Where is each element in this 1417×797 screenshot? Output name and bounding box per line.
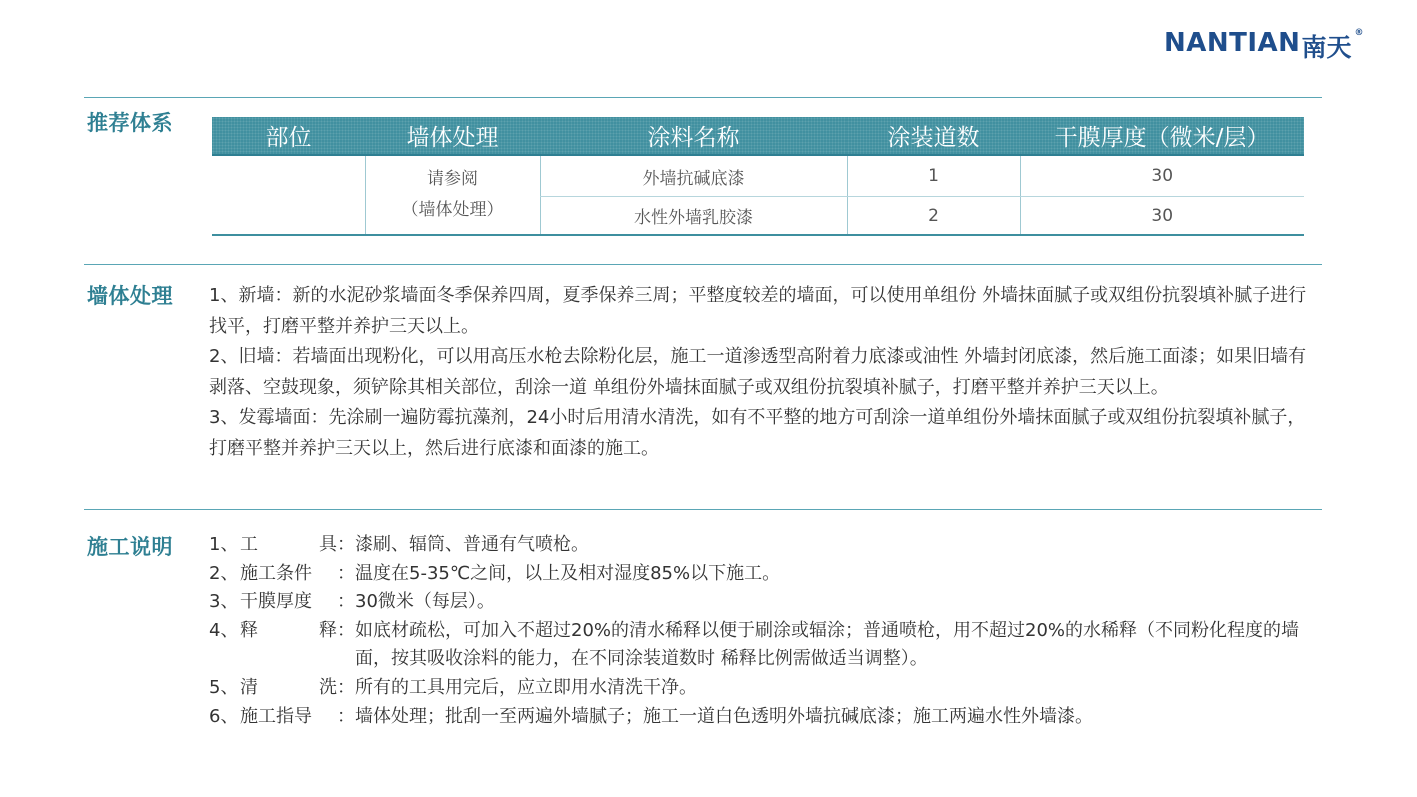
table-header-cell: 部位 [212,117,365,155]
logo-text-en: NANTIAN [1164,28,1301,58]
item-label [240,588,337,617]
item-body: 所有的工具用完后，应立即用水清洗干净。 [355,676,697,698]
section-title-system: 推荐体系 [87,111,173,135]
table-header-cell: 干膜厚度（微米/层） [1020,117,1304,155]
item-label [240,703,337,732]
section-title-construction: 施工说明 [87,535,173,559]
wall-treatment-line: （墙体处理） [401,200,504,220]
table-row [212,155,1304,197]
table-header-row [212,117,1304,155]
divider-bottom [84,509,1322,510]
list-item [209,588,1319,617]
item-number: 6、 [209,705,239,727]
item-body: 如底材疏松，可加入不超过20%的清水稀释以便于刷涂或辐涂；普通喷枪，用不超过20%的水稀释（不同粉化程度的墙面，按其吸收涂料的能力，在不同涂装道数时 稀释比例需做适当调整）。 [355,619,1300,670]
item-label-part: 施工指导 [240,705,312,727]
wall-treatment-line: 请参阅 [427,169,478,189]
item-body: 墙体处理；批刮一至两遍外墙腻子；施工一道白色透明外墙抗碱底漆；施工两遍水性外墙漆。 [355,705,1093,727]
item-number: 1、 [209,534,239,555]
brand-logo [1164,28,1363,64]
coating-system-table [212,117,1304,236]
item-body: 漆刷、辐筒、普通有气喷枪。 [355,534,589,555]
item-number: 2、 [209,562,239,584]
item-label-part: 清 [240,676,258,698]
registered-mark: ® [1354,28,1364,38]
item-label-part: 干膜厚度 [240,591,312,613]
item-label-part: 释 [319,619,337,641]
list-item [209,617,1319,674]
divider-top [84,97,1322,98]
wall-paragraph: 2、旧墙：若墙面出现粉化，可以用高压水枪去除粉化层，施工一道渗透型高附着力底漆或油性 外墙封闭底漆，然后施工面漆；如果旧墙有剥落、空鼓现象，须铲除其相关部位，刮涂一道 单组份外墙抹面腻子或双组份抗裂填补腻子，打磨平整并养护三天以上。 [209,346,1307,398]
item-body: 30微米（每层）。 [355,591,495,613]
item-label-part: 施工条件 [240,562,312,584]
item-colon: ： [337,676,355,698]
thickness-cell: 30 [1020,155,1304,197]
item-body: 温度在5-35℃之间，以上及相对湿度85%以下施工。 [355,562,781,584]
list-item [209,560,1319,589]
item-colon: ： [337,534,355,555]
table-header-cell: 墙体处理 [365,117,540,155]
wall-paragraph: 1、新墙：新的水泥砂浆墙面冬季保养四周，夏季保养三周；平整度较差的墙面，可以使用单组份 外墙抹面腻子或双组份抗裂填补腻子进行找平，打磨平整并养护三天以上。 [209,285,1307,337]
item-label-part: 释 [240,619,258,641]
item-label-part: 洗 [319,676,337,698]
item-label [240,531,337,560]
item-colon: ： [337,705,355,727]
item-label [240,560,337,589]
item-label-part: 具 [319,534,337,555]
item-label [240,674,337,703]
item-number: 3、 [209,591,239,613]
item-colon: ： [337,562,355,584]
list-item [209,531,1319,560]
logo-text-cn: 南天 [1301,33,1352,62]
item-number: 5、 [209,676,239,698]
item-label [240,617,337,674]
list-item [209,703,1319,732]
table-header-cell: 涂料名称 [540,117,847,155]
coats-cell: 1 [847,155,1020,197]
position-cell [212,155,365,235]
section-title-wall: 墙体处理 [87,284,173,308]
wall-treatment-cell [365,155,540,235]
paint-name-cell: 外墙抗碱底漆 [540,155,847,197]
paint-name-cell: 水性外墙乳胶漆 [540,197,847,236]
item-colon: ： [337,591,355,613]
wall-treatment-text [209,281,1319,465]
list-item [209,674,1319,703]
item-colon: ： [337,619,355,641]
wall-paragraph: 3、发霉墙面：先涂刷一遍防霉抗藻剂，24小时后用清水清洗，如有不平整的地方可刮涂一道单组份外墙抹面腻子或双组份抗裂填补腻子，打磨平整并养护三天以上，然后进行底漆和面漆的施工。 [209,407,1306,459]
construction-list [209,531,1319,731]
table-header-cell: 涂装道数 [847,117,1020,155]
coats-cell: 2 [847,197,1020,236]
item-label-part: 工 [240,534,258,555]
thickness-cell: 30 [1020,197,1304,236]
item-number: 4、 [209,619,239,641]
divider-middle [84,264,1322,265]
